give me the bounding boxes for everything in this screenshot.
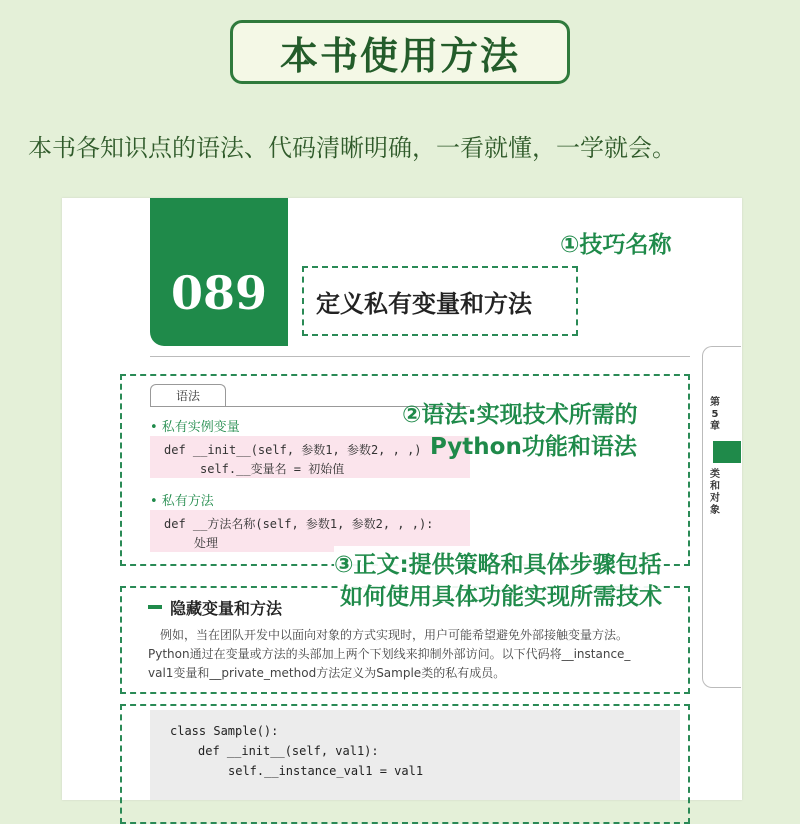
divider: [150, 356, 690, 357]
annotation-body-line-2: 如何使用具体功能实现所需技术: [340, 578, 662, 611]
intro-text: 本书各知识点的语法、代码清晰明确，一看就懂，一学就会。: [28, 134, 676, 162]
page-title: 本书使用方法: [279, 33, 520, 78]
code-line: def __init__(self, 参数1, 参数2, , ,): [164, 443, 422, 457]
code-block-sample: [150, 710, 680, 800]
annotation-body-line-1: ③正文:提供策略和具体步骤包括: [334, 546, 662, 579]
code-line: def __init__(self, val1):: [198, 744, 379, 758]
code-line: def __方法名称(self, 参数1, 参数2, , ,):: [164, 517, 434, 531]
chapter-tab: [702, 346, 741, 688]
code-block-private-var: [150, 436, 470, 478]
code-line: 处理: [194, 536, 219, 550]
tip-number-block: [150, 198, 288, 346]
tip-number: 089: [170, 266, 268, 320]
body-line: val1变量和__private_method方法定义为Sample类的私有成员。: [148, 666, 506, 680]
annotation-syntax-line-2: Python功能和语法: [430, 434, 637, 460]
bullet-private-method: • 私有方法: [150, 494, 214, 509]
syntax-tab: 语法: [150, 384, 226, 407]
chapter-name: 类和对象: [710, 469, 720, 516]
body-line: Python通过在变量或方法的头部加上两个下划线来抑制外部访问。以下代码将__instance_: [148, 647, 631, 661]
annotation-tip-name: ①技巧名称: [560, 226, 671, 259]
body-line: 例如，当在团队开发中以面向对象的方式实现时，用户可能希望避免外部接触变量方法。: [160, 628, 629, 642]
bullet-private-var: • 私有实例变量: [150, 420, 240, 435]
code-line: self.__instance_val1 = val1: [228, 764, 424, 778]
title-box: [230, 20, 570, 84]
code-line: class Sample():: [170, 724, 279, 738]
annotation-syntax-line-1: ②语法:实现技术所需的: [402, 402, 638, 428]
tip-title-box: [302, 266, 578, 336]
tip-title: 定义私有变量和方法: [316, 289, 532, 318]
chapter-marker: [713, 441, 741, 463]
section-heading: 隐藏变量和方法: [170, 599, 283, 618]
code-line: self.__变量名 = 初始值: [200, 462, 345, 476]
chapter-label: 第5章: [710, 397, 720, 432]
